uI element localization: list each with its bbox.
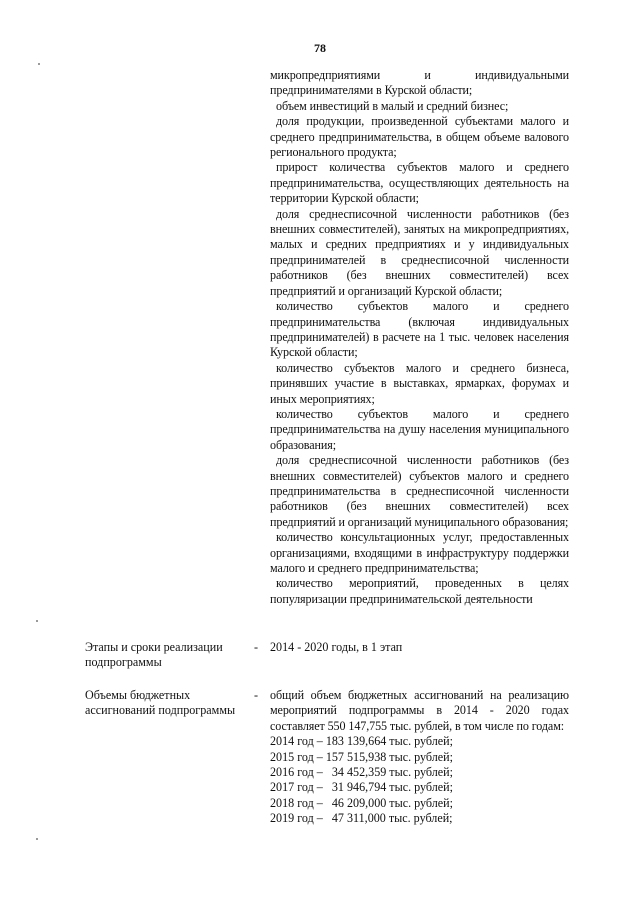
indicator-item: количество субъектов малого и среднего предпринимательства (включая индивидуальных предпринимателей) в расчете на 1 тыс. человек населения Курской области; bbox=[270, 299, 569, 360]
indicator-item: доля среднесписочной численности работников (без внешних совместителей), занятых на микропредприятиях, малых и средних предприятиях и у индивидуальных предпринимателей в среднесписочной численности работников (без внешних совместителей) всех предприятий и организаций Курской области; bbox=[270, 206, 569, 298]
stages-label: Этапы и сроки реализации подпрограммы bbox=[85, 640, 223, 670]
budget-intro: общий объем бюджетных ассигнований на реализацию мероприятий подпрограммы в 2014 - 2020 годах составляет 550 147,755 тыс. рублей, в том числе по годам: bbox=[270, 688, 569, 733]
indicator-item: объем инвестиций в малый и средний бизнес; bbox=[276, 98, 509, 113]
budget-year-line: 2017 год – 31 946,794 тыс. рублей; bbox=[270, 780, 453, 795]
page-number: 78 bbox=[314, 41, 326, 55]
scan-speck bbox=[38, 63, 40, 65]
indicator-item: количество субъектов малого и среднего предпринимательства на душу населения муниципального образования; bbox=[270, 406, 569, 452]
indicators-list bbox=[270, 68, 569, 607]
budget-year-line: 2018 год – 46 209,000 тыс. рублей; bbox=[270, 795, 453, 810]
budget-year-line: 2016 год – 34 452,359 тыс. рублей; bbox=[270, 765, 453, 780]
stages-value: 2014 - 2020 годы, в 1 этап bbox=[270, 640, 403, 654]
indicator-item: микропредприятиями и индивидуальными предпринимателями в Курской области; bbox=[270, 68, 569, 98]
indicator-item: количество субъектов малого и среднего бизнеса, принявших участие в выставках, ярмарках, форумах и иных мероприятиях; bbox=[270, 360, 569, 406]
budget-label: Объемы бюджетных ассигнований подпрограммы bbox=[85, 688, 236, 718]
indicator-item: количество мероприятий, проведенных в целях популяризации предпринимательской деятельности bbox=[270, 576, 569, 606]
indicator-item: прирост количества субъектов малого и среднего предпринимательства, осуществляющих деятельность на территории Курской области; bbox=[270, 160, 569, 206]
scan-speck bbox=[36, 620, 38, 622]
stages-dash: - bbox=[253, 640, 259, 654]
budget-content bbox=[270, 688, 569, 827]
indicator-item: доля среднесписочной численности работников (без внешних совместителей) субъектов малого и среднего предпринимательства в среднесписочной численности работников (без внешних совместителей) всех предприятий и организаций муниципального образования; bbox=[270, 453, 569, 529]
budget-year-line: 2015 год – 157 515,938 тыс. рублей; bbox=[270, 749, 453, 764]
budget-dash: - bbox=[253, 688, 259, 702]
scan-speck bbox=[36, 838, 38, 840]
budget-year-line: 2019 год – 47 311,000 тыс. рублей; bbox=[270, 811, 453, 826]
indicator-item: количество консультационных услуг, предоставленных организациями, входящими в инфраструктуру поддержки малого и среднего предпринимательства; bbox=[270, 530, 569, 575]
indicator-item: доля продукции, произведенной субъектами малого и среднего предпринимательства, в общем объеме валового регионального продукта; bbox=[270, 114, 569, 160]
budget-year-line: 2014 год – 183 139,664 тыс. рублей; bbox=[270, 734, 453, 749]
